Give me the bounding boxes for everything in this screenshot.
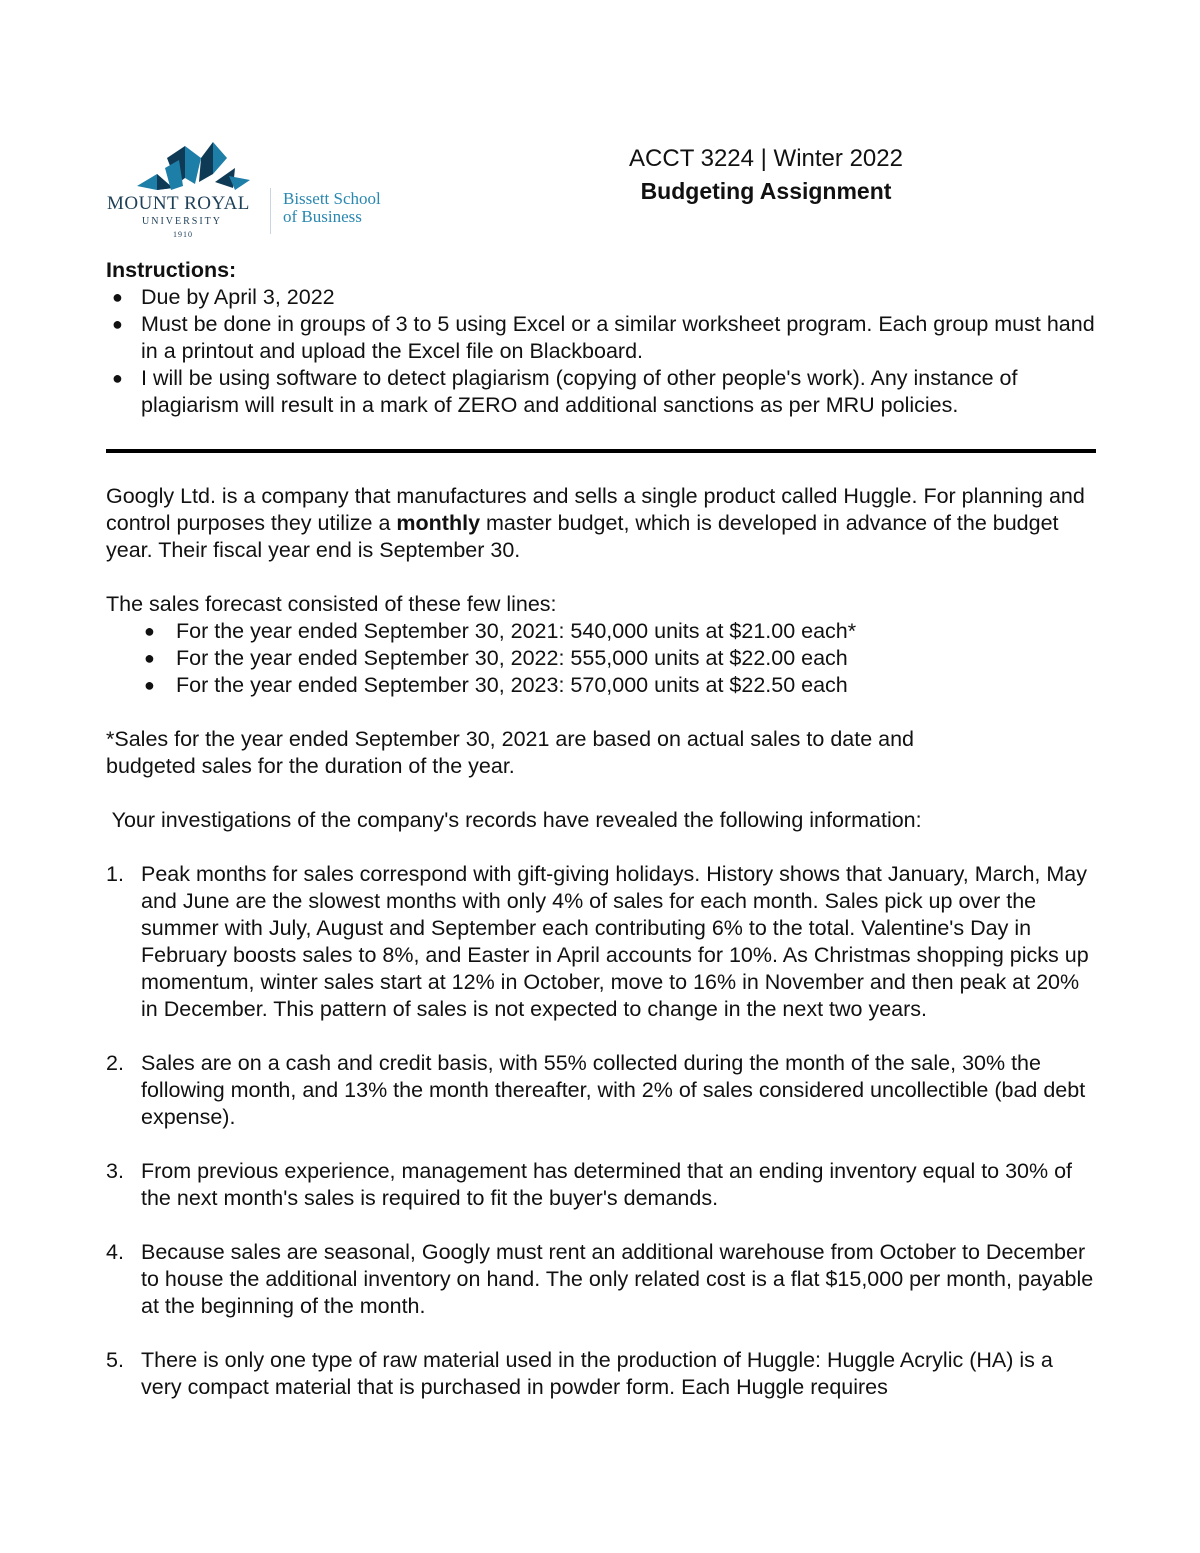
list-item: [106, 1050, 1096, 1131]
information-list: [106, 861, 1096, 1401]
bullet-icon: ●: [112, 287, 123, 307]
assignment-title: Budgeting Assignment: [640, 178, 892, 204]
forecast-list: [106, 618, 1096, 699]
item-text: Peak months for sales correspond with gift-giving holidays. History shows that January, March, May and June are the slowest months with only 4% of sales for each month. Sales pick up over the summer with July, August and September each contributing 6% to the total. Valentine's Day in February boosts sales to 8%, and Easter in April accounts for 10%. As Christmas shopping picks up momentum, winter sales start at 12% in October, move to 16% in November and then peak at 20% in December. This pattern of sales is not expected to change in the next two years.: [141, 862, 1089, 1021]
logo-year: 1910: [173, 230, 193, 239]
list-item: [106, 1239, 1096, 1320]
instructions-heading: Instructions:: [106, 258, 237, 282]
forecast-footnote: *Sales for the year ended September 30, 2021 are based on actual sales to date and budgeted sales for the duration of the year.: [106, 727, 915, 778]
bullet-icon: ●: [144, 675, 155, 695]
list-item: [106, 311, 1096, 365]
item-number: 4.: [106, 1240, 124, 1264]
item-text: Because sales are seasonal, Googly must rent an additional warehouse from October to December to house the additional inventory on hand. The only related cost is a flat $15,000 per month, payable at the beginning of the month.: [141, 1240, 1094, 1318]
document-header: [560, 142, 972, 208]
intro-text: master budget, which is developed in advance of the budget year. Their fiscal year end is September 30.: [106, 511, 1059, 562]
bullet-icon: ●: [144, 621, 155, 641]
document-body: [106, 257, 1096, 1428]
list-item: [106, 284, 1096, 311]
item-text: Sales are on a cash and credit basis, with 55% collected during the month of the sale, 30% the following month, and 13% the month thereafter, with 2% of sales considered uncollectible (bad debt expense).: [141, 1051, 1086, 1129]
forecast-heading: The sales forecast consisted of these few lines:: [106, 592, 557, 616]
item-text: For the year ended September 30, 2021: 540,000 units at $21.00 each*: [176, 619, 857, 643]
list-item: [106, 672, 1096, 699]
item-text: From previous experience, management has determined that an ending inventory equal to 30% of the next month's sales is required to fit the buyer's demands.: [141, 1159, 1073, 1210]
item-text: Due by April 3, 2022: [141, 285, 335, 309]
item-text: For the year ended September 30, 2022: 555,000 units at $22.00 each: [176, 646, 848, 670]
list-item: [106, 1158, 1096, 1212]
list-item: [106, 618, 1096, 645]
logo-divider: [270, 188, 271, 234]
list-item: [106, 1347, 1096, 1401]
item-text: Must be done in groups of 3 to 5 using Excel or a similar worksheet program. Each group must hand in a printout and upload the Excel file on Blackboard.: [141, 312, 1095, 363]
list-item: [106, 365, 1096, 419]
logo-school-line1: Bissett School: [283, 189, 381, 208]
logo-university-sub: UNIVERSITY: [142, 216, 222, 227]
logo-university-name: MOUNT ROYAL: [107, 193, 250, 214]
list-item: [106, 645, 1096, 672]
instructions-list: [106, 284, 1096, 419]
item-number: 2.: [106, 1051, 124, 1075]
intro-paragraph: [106, 483, 1096, 564]
course-title: ACCT 3224 | Winter 2022: [629, 145, 903, 172]
logo-school: [283, 190, 381, 226]
intro-bold: monthly: [396, 511, 481, 535]
list-item: [106, 861, 1096, 1023]
intro-text: Googly Ltd. is a company that manufactures and sells a single product called Huggle. For planning and control purposes they utilize a: [106, 484, 1085, 535]
bullet-icon: ●: [144, 648, 155, 668]
horizontal-rule: [106, 449, 1096, 453]
item-text: There is only one type of raw material used in the production of Huggle: Huggle Acrylic (HA) is a very compact material that is purchased in powder form. Each Huggle requires: [141, 1348, 1053, 1399]
item-text: I will be using software to detect plagiarism (copying of other people's work). Any instance of plagiarism will result in a mark of ZERO and additional sanctions as per MRU policies.: [141, 366, 1018, 417]
item-text: For the year ended September 30, 2023: 570,000 units at $22.50 each: [176, 673, 848, 697]
logo-school-line2: of Business: [283, 207, 362, 226]
item-number: 1.: [106, 862, 124, 886]
item-number: 3.: [106, 1159, 124, 1183]
investigation-intro: Your investigations of the company's records have revealed the following information:: [106, 808, 922, 832]
item-number: 5.: [106, 1348, 124, 1372]
bullet-icon: ●: [112, 314, 123, 334]
bullet-icon: ●: [112, 368, 123, 388]
